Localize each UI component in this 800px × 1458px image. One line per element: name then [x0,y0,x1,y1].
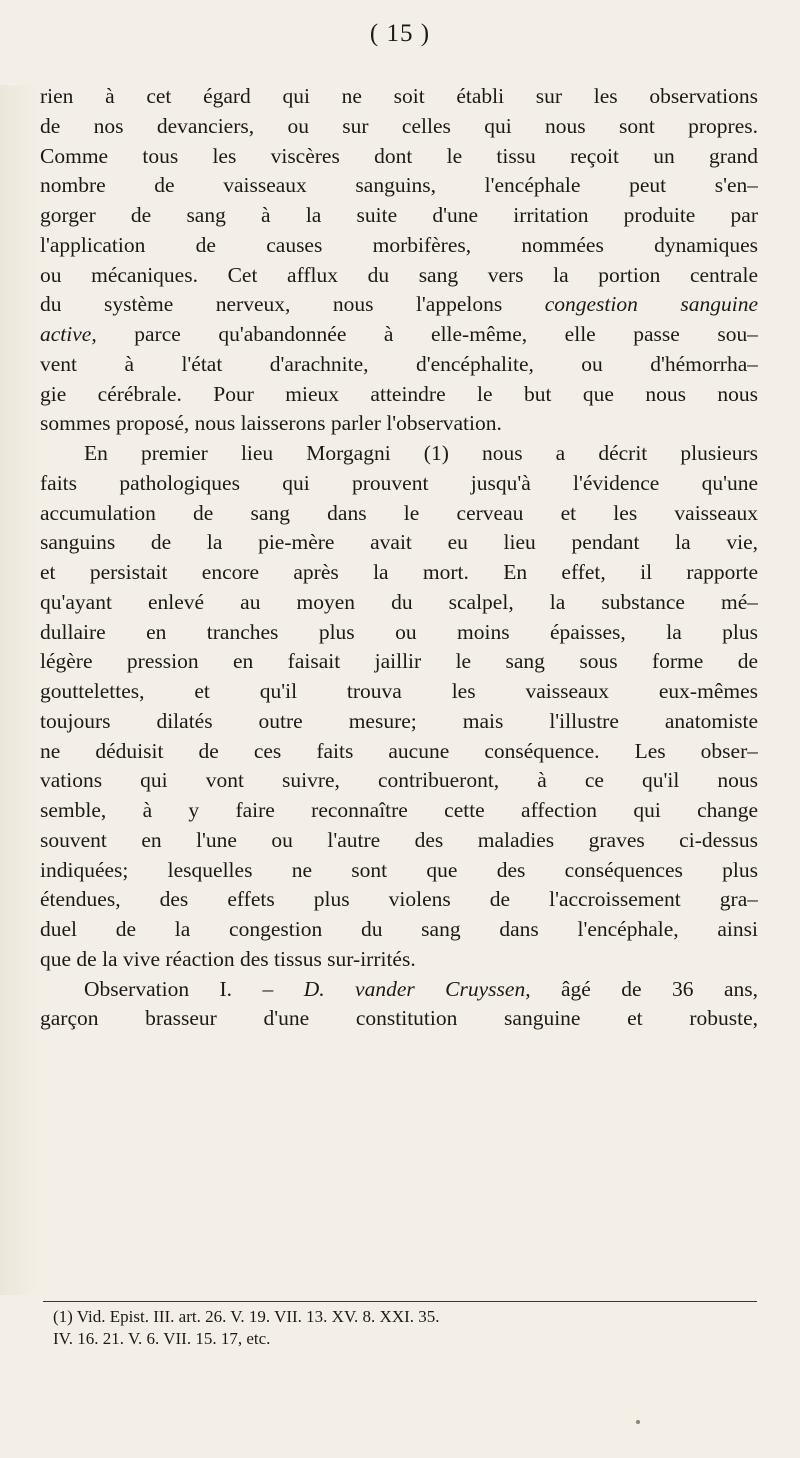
text-segment: étendues, des effets plus violens de l'accroissement gra– [40,887,758,912]
footnote-divider [43,1301,757,1302]
text-segment: gorger de sang à la suite d'une irritation produite par [40,203,758,227]
text-segment: gouttelettes, et qu'il trouva les vaisseaux eux-mêmes [40,679,758,703]
text-segment: rien à cet égard qui ne soit établi sur les observations [40,84,758,108]
body-text [40,82,758,1034]
text-segment: l'application de causes morbifères, nommées dynamiques [40,232,758,257]
text-segment: Observation I. – [84,976,304,1001]
footnote-line: IV. 16. 21. V. 6. VII. 15. 17, etc. [53,1329,271,1348]
text-line [40,707,758,737]
text-segment: En premier lieu Morgagni (1) nous a décrit plusieurs [84,441,758,465]
text-segment: garçon brasseur d'une constitution sanguine et robuste, [40,1006,758,1031]
text-line [40,737,758,767]
text-line [40,142,758,172]
text-line [40,856,758,886]
text-segment: , parce qu'abandonnée à elle-même, elle passe sou– [91,322,758,346]
text-segment: dullaire en tranches plus ou moins épaisses, la plus [40,619,758,644]
italic-text: D. vander Cruyssen [303,976,526,1001]
text-segment: ne déduisit de ces faits aucune conséquence. Les obser– [40,738,758,763]
text-line [40,380,758,410]
page-number: ( 15 ) [369,20,431,47]
text-line [40,528,758,558]
text-line [40,320,758,350]
italic-text: active [40,322,92,346]
text-segment: gie cérébrale. Pour mieux atteindre le but que nous nous [40,381,758,406]
text-segment: indiquées; lesquelles ne sont que des conséquences plus [40,857,758,882]
text-line [40,647,758,677]
gutter-shadow [0,85,38,1295]
text-segment: vations qui vont suivre, contribueront, à ce qu'il nous [40,768,758,793]
text-segment: sanguins de la pie-mère avait eu lieu pendant la vie, [40,530,758,555]
text-segment: nombre de vaisseaux sanguins, l'encéphale peut s'en– [40,173,758,198]
text-line [40,201,758,231]
text-segment: accumulation de sang dans le cerveau et les vaisseaux [40,500,758,525]
text-line [40,885,758,915]
text-line [40,766,758,796]
text-line [40,618,758,648]
text-segment: toujours dilatés outre mesure; mais l'illustre anatomiste [40,708,758,733]
footnotes [53,1306,753,1350]
text-line [40,945,758,975]
text-segment: du système nerveux, nous l'appelons [40,292,545,317]
text-line [40,677,758,707]
text-segment: que de la vive réaction des tissus sur-irrités. [40,946,416,971]
footnote-line: (1) Vid. Epist. III. art. 26. V. 19. VII. 13. XV. 8. XXI. 35. [53,1307,440,1326]
text-segment: sommes proposé, nous laisserons parler l'observation. [40,411,502,436]
text-segment: faits pathologiques qui prouvent jusqu'à l'évidence qu'une [40,470,758,495]
text-segment: duel de la congestion du sang dans l'encéphale, ainsi [40,917,758,941]
text-segment: souvent en l'une ou l'autre des maladies graves ci-dessus [40,827,758,852]
text-segment: de nos devanciers, ou sur celles qui nous sont propres. [40,113,758,138]
text-line [40,350,758,380]
text-line [40,261,758,291]
text-line [40,826,758,856]
text-line [40,975,758,1005]
text-segment: vent à l'état d'arachnite, d'encéphalite, ou d'hémorrha– [40,351,758,376]
text-segment: ou mécaniques. Cet afflux du sang vers la portion centrale [40,262,758,287]
text-line [40,469,758,499]
text-segment: légère pression en faisait jaillir le sang sous forme de [40,649,758,674]
text-segment: et persistait encore après la mort. En effet, il rapporte [40,560,758,584]
text-line [40,558,758,588]
text-line [40,171,758,201]
text-line [40,290,758,320]
text-line [40,499,758,529]
text-segment: Comme tous les viscères dont le tissu reçoit un grand [40,143,758,168]
text-segment: semble, à y faire reconnaître cette affection qui change [40,798,758,822]
text-line [40,439,758,469]
text-segment: , âgé de 36 ans, [525,976,758,1001]
text-line [40,82,758,112]
text-line [40,409,758,439]
text-line [40,796,758,826]
text-line [40,1004,758,1034]
ink-speck [636,1420,640,1424]
text-line [40,915,758,945]
text-segment: qu'ayant enlevé au moyen du scalpel, la substance mé– [40,589,758,614]
text-line [40,231,758,261]
text-line [40,588,758,618]
text-line [40,112,758,142]
italic-text: congestion sanguine [544,292,758,317]
